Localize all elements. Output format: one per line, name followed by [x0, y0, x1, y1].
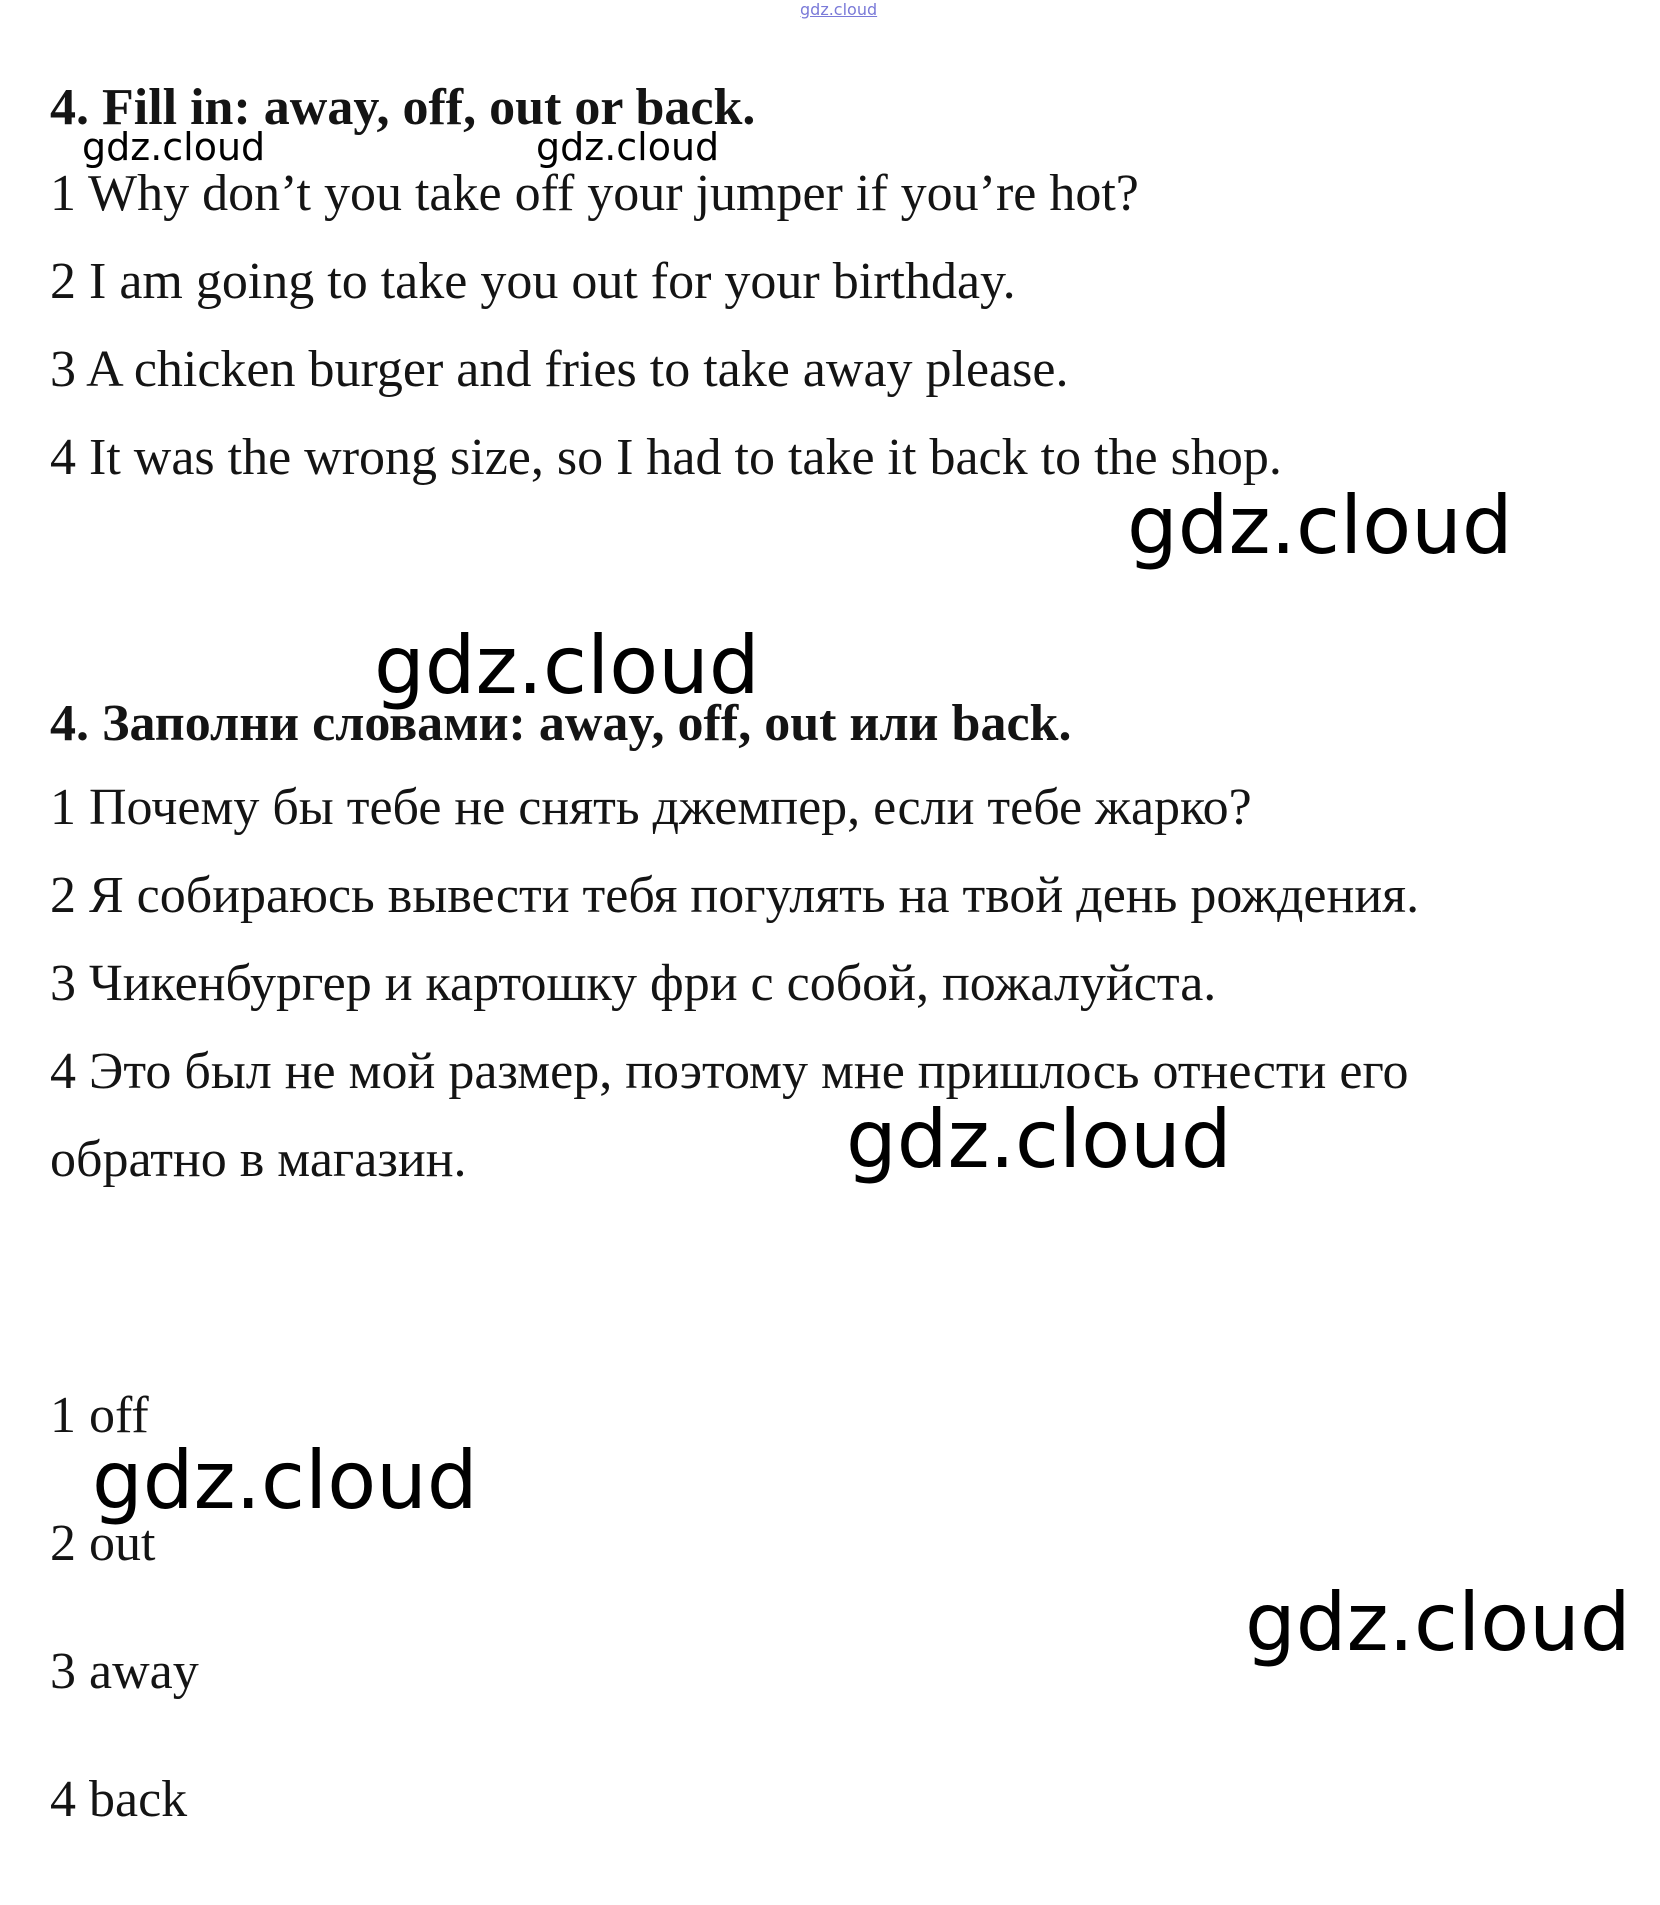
answer-item: 2 out — [50, 1515, 156, 1572]
english-sentence: 4 It was the wrong size, so I had to take it back to the shop. — [50, 429, 1282, 486]
watermark: gdz.cloud — [82, 125, 266, 169]
watermark: gdz.cloud — [536, 125, 720, 169]
russian-sentence: 1 Почему бы тебе не снять джемпер, если тебе жарко? — [50, 779, 1252, 836]
answer-item: 1 off — [50, 1387, 149, 1444]
russian-heading: 4. Заполни словами: away, off, out или back. — [50, 695, 1072, 752]
english-sentence: 2 I am going to take you out for your birthday. — [50, 253, 1016, 310]
watermark: gdz.cloud — [1127, 479, 1513, 572]
answer-item: 4 back — [50, 1771, 188, 1828]
russian-sentence: 4 Это был не мой размер, поэтому мне пришлось отнести его — [50, 1043, 1409, 1100]
answer-item: 3 away — [50, 1643, 199, 1700]
watermark: gdz.cloud — [1245, 1576, 1631, 1669]
watermark: gdz.cloud — [374, 619, 760, 712]
watermark: gdz.cloud — [846, 1093, 1232, 1186]
watermark-top: gdz.cloud — [800, 0, 878, 19]
watermark: gdz.cloud — [92, 1434, 478, 1527]
russian-sentence: 3 Чикенбургер и картошку фри с собой, пожалуйста. — [50, 955, 1217, 1012]
english-sentence: 3 A chicken burger and fries to take away please. — [50, 341, 1069, 398]
russian-sentence: 2 Я собираюсь вывести тебя погулять на твой день рождения. — [50, 867, 1420, 924]
english-heading: 4. Fill in: away, off, out or back. — [50, 79, 756, 136]
russian-sentence: обратно в магазин. — [50, 1131, 467, 1188]
english-sentence: 1 Why don’t you take off your jumper if you’re hot? — [50, 165, 1139, 222]
